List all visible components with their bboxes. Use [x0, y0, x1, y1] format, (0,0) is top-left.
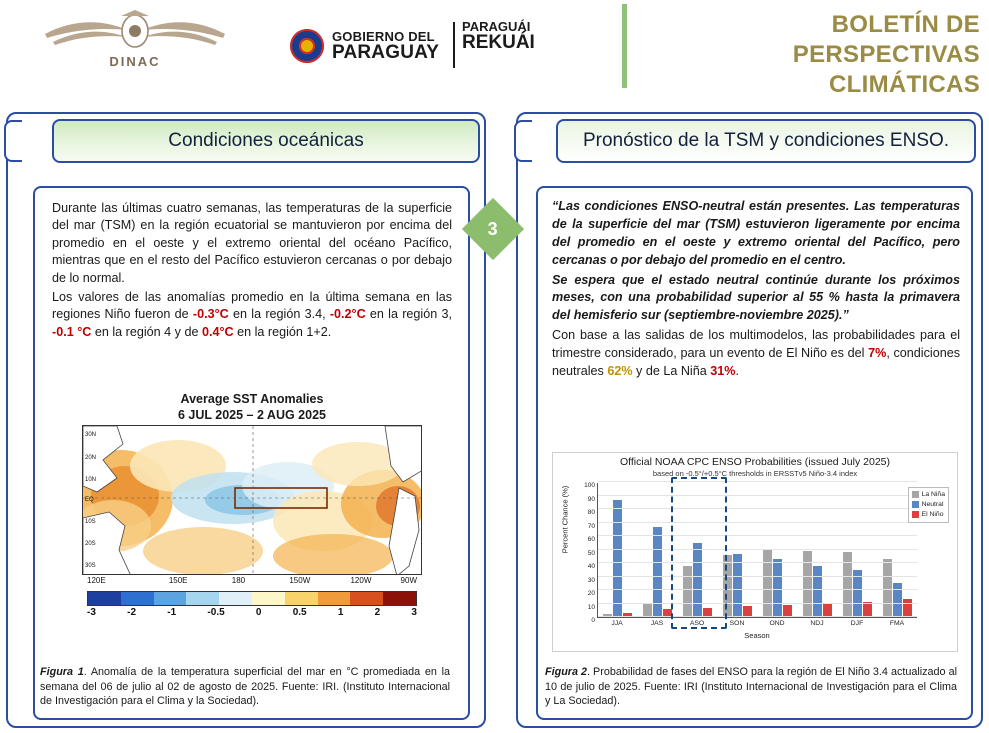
chart-bar [733, 554, 742, 617]
sst-anomaly-map [82, 425, 422, 575]
left-paragraph-2 [52, 289, 452, 341]
cbar-tick-3: -0.5 [207, 607, 225, 619]
figure-2-caption-text: . Probabilidad de fases del ENSO para la región de El Niño 3.4 actualizado al 10 de julio de 2025. Fuente: IRI (Instituto Internacional de Investigación para el Clima y La Sociedad). [545, 666, 957, 708]
chart-subtitle: based on -0.5°/+0.5°C thresholds in ERSSTv5 Niño-3.4 index [652, 469, 858, 478]
figure-1-x-axis-labels: 120E 150E 180 150W 120W 90W [87, 576, 417, 586]
chart-gridline [598, 508, 917, 509]
cbar-tick-1: -2 [127, 607, 137, 619]
chart-highlight-box [671, 477, 727, 629]
chart-legend-swatch [912, 511, 919, 518]
cbar-tick-0: -3 [87, 607, 96, 619]
chart-bar [883, 559, 892, 617]
anomaly-nino34: -0.3°C [192, 307, 229, 322]
logo-divider [453, 22, 455, 68]
svg-text:10N: 10N [85, 477, 97, 484]
chart-y-tick: 70 [587, 522, 595, 530]
figure-1-title-line2: 6 JUL 2025 – 2 AUG 2025 [177, 407, 326, 422]
chart-gridline [598, 522, 917, 523]
cbar-tick-6: 1 [337, 607, 344, 619]
chart-bar-group [643, 483, 672, 617]
chart-gridline [598, 589, 917, 590]
chart-y-tick: 10 [587, 603, 595, 611]
chart-bar-group [723, 483, 752, 617]
chart-x-axis-title: Season [744, 631, 770, 640]
right-p3-c: y de La Niña [632, 363, 711, 378]
chart-y-tick: 50 [587, 549, 595, 557]
chart-bar-group [843, 483, 872, 617]
left-p2-e: en la región 1+2. [233, 324, 332, 339]
chart-x-tick: OND [769, 620, 785, 627]
svg-text:30N: 30N [85, 432, 97, 439]
svg-text:20N: 20N [85, 455, 97, 462]
chart-x-tick: DJF [850, 620, 864, 627]
chart-bar [823, 604, 832, 618]
chart-x-tick: ASO [689, 620, 705, 627]
chart-bar-group [603, 483, 632, 617]
chart-bar-group [763, 483, 792, 617]
chart-plot-area [597, 483, 917, 618]
chart-gridline [598, 603, 917, 604]
chart-x-tick: NDJ [810, 620, 824, 627]
chart-x-tick: JJA [611, 620, 623, 627]
chart-legend-label: La Niña [921, 491, 945, 498]
chart-legend-item [912, 490, 945, 500]
chart-y-axis-title: Percent Chance (%) [560, 485, 570, 554]
right-p3-d: . [735, 363, 739, 378]
chart-x-tick: JAS [650, 620, 664, 627]
chart-bar-group [803, 483, 832, 617]
figure-1-caption [40, 665, 450, 709]
chart-legend [908, 487, 949, 523]
prob-neutral: 62% [607, 363, 633, 378]
figure-1-colorbar [87, 591, 417, 618]
colorbar-labels [87, 606, 417, 618]
chart-gridline [598, 576, 917, 577]
bulletin-title [640, 10, 980, 100]
wings-icon [35, 4, 235, 60]
chart-x-tick: FMA [889, 620, 905, 627]
right-panel-connector [514, 120, 532, 162]
figure-1-sst-map [52, 392, 452, 644]
bulletin-title-line2: CLIMÁTICAS [829, 71, 980, 98]
chart-y-tick: 60 [587, 536, 595, 543]
prob-la-nina: 31% [710, 363, 736, 378]
anomaly-nino4: -0.1 °C [52, 324, 92, 339]
gobierno-line2: PARAGUAY [332, 42, 440, 63]
step-number-label: 3 [487, 218, 499, 239]
dinac-logo [35, 4, 235, 86]
gobierno-guarani-line2: REKUÁI [462, 32, 535, 53]
figure-2-enso-probabilities-chart [552, 452, 958, 652]
dinac-label: DINAC [109, 54, 161, 69]
chart-bar [763, 550, 772, 618]
figure-1-title [52, 392, 452, 423]
svg-text:EQ: EQ [85, 497, 94, 504]
left-p2-d: en la región 4 y de [91, 324, 202, 339]
chart-bar [613, 500, 622, 617]
chart-x-tick: SON [729, 620, 745, 627]
gobierno-text [332, 30, 439, 62]
chart-gridline [598, 549, 917, 550]
cbar-tick-7: 2 [374, 607, 381, 619]
chart-y-tick: 30 [587, 576, 595, 584]
paraguay-seal-icon [290, 29, 324, 63]
right-paragraph-3 [552, 327, 960, 381]
left-p2-a: Los valores de las anomalías promedio en la última semana en las regiones Niño fueron de [52, 289, 452, 322]
chart-gridline [598, 495, 917, 496]
cbar-tick-5: 0.5 [292, 607, 307, 619]
gobierno-guarani [462, 20, 535, 52]
right-quote-1: “Las condiciones ENSO-neutral están presentes. Las temperaturas de la superficie del mar (TSM) estuvieron ligeramente por encima del promedio en el oeste y extremo oriental del Pacífico, pero cercanas o por debajo del promedio en el centro. [552, 199, 960, 267]
anomaly-nino3: -0.2°C [329, 307, 366, 322]
figure-2-caption-label: Figura 2 [545, 666, 588, 678]
left-p2-b: en la región 3.4, [228, 307, 330, 322]
right-panel-text [552, 198, 960, 383]
chart-y-tick: 80 [587, 509, 595, 516]
right-p3-a: Con base a las salidas de los multimodelos, las probabilidades para el trimestre considerado, para un evento de El Niño es del [552, 328, 960, 360]
svg-text:20S: 20S [85, 541, 96, 548]
right-p3-b: , condiciones neutrales [552, 346, 960, 378]
chart-x-tick-labels [597, 620, 917, 627]
prob-el-nino: 7% [868, 346, 887, 360]
chart-bar [773, 559, 782, 617]
left-panel-connector [4, 120, 22, 162]
chart-bar [863, 602, 872, 617]
chart-legend-item [912, 510, 945, 520]
chart-legend-label: Neutral [921, 500, 944, 508]
right-quote-2: Se espera que el estado neutral continúe durante los próximos meses, con una probabilidad superior al 55 % hasta la primavera del hemisferio sur (septiembre-noviembre 2025).” [552, 272, 960, 323]
cbar-tick-8: 3 [411, 607, 417, 619]
right-panel-title: Pronóstico de la TSM y condiciones ENSO. [556, 119, 976, 163]
colorbar-swatches [87, 591, 417, 606]
chart-y-tick: 40 [587, 563, 595, 570]
svg-text:30S: 30S [85, 563, 96, 570]
chart-y-tick: 20 [587, 590, 595, 597]
chart-bar [643, 604, 652, 618]
chart-legend-item [912, 500, 945, 510]
chart-legend-label: El Niño [921, 510, 944, 518]
figure-2-caption [545, 665, 957, 709]
figure-1-caption-label: Figura 1 [40, 666, 84, 678]
document-header [0, 0, 989, 96]
chart-bar [803, 551, 812, 617]
figure-1-title-line1: Average SST Anomalies [180, 392, 324, 406]
gobierno-guarani-line1: PARAGUÁI [462, 19, 531, 34]
cbar-tick-4: 0 [255, 607, 262, 619]
chart-bars [598, 483, 917, 617]
chart-y-tick: 100 [584, 482, 595, 489]
header-green-divider [622, 4, 627, 88]
chart-y-tick: 0 [591, 617, 595, 624]
chart-gridline [598, 535, 917, 536]
gobierno-line1: GOBIERNO DEL [332, 29, 435, 44]
chart-gridline [598, 481, 917, 482]
left-panel-text [52, 200, 452, 343]
chart-bar [853, 570, 862, 617]
chart-title: Official NOAA CPC ENSO Probabilities (issued July 2025) [620, 456, 890, 468]
chart-legend-swatch [912, 501, 919, 508]
anomaly-nino12: 0.4°C [201, 324, 234, 339]
gobierno-paraguay-logo [290, 18, 535, 74]
figure-1-caption-text: . Anomalía de la temperatura superficial del mar en °C promediada en la semana del 06 de julio al 02 de agosto de 2025. Fuente: IRI. (Instituto Internacional de Investigación para el Clima y la Sociedad). [40, 666, 450, 708]
chart-y-tick-labels [565, 477, 595, 623]
left-paragraph-1: Durante las últimas cuatro semanas, las temperaturas de la superficie del mar (TSM) en la región ecuatorial se mantuvieron por encima del promedio en el oeste y el extremo oriental del océano Pacífico, mientras que en el resto del Pacífico estuvieron cercanas o por debajo de lo normal. [52, 201, 452, 285]
chart-bar [813, 566, 822, 617]
chart-y-tick: 90 [587, 495, 595, 503]
cbar-tick-2: -1 [167, 607, 177, 619]
bulletin-title-line1: BOLETÍN DE PERSPECTIVAS [792, 11, 980, 68]
chart-legend-swatch [912, 491, 919, 498]
svg-text:10S: 10S [85, 519, 96, 526]
left-p2-c: en la región 3, [365, 307, 452, 322]
chart-gridline [598, 616, 917, 617]
left-panel-title: Condiciones oceánicas [52, 119, 480, 163]
chart-gridline [598, 562, 917, 563]
